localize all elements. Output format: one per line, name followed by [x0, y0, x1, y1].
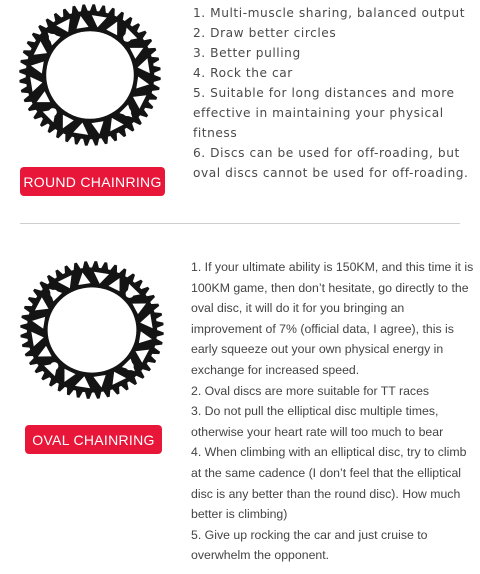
- list-item: 3. Better pulling: [193, 46, 301, 60]
- list-item: 5. Suitable for long distances and more effective in maintaining your physical fitness: [193, 86, 455, 140]
- list-item: 1. Multi-muscle sharing, balanced output: [193, 6, 466, 20]
- oval-feature-list: [191, 257, 477, 566]
- list-item: 3. Do not pull the elliptical disc multiple times, otherwise your heart rate will too much to bear: [191, 404, 444, 439]
- section-divider: [20, 223, 460, 224]
- round-chainring-badge: ROUND CHAINRING: [20, 167, 165, 196]
- bolt-hole: [126, 362, 134, 370]
- bolt-hole: [50, 290, 58, 298]
- bolt-hole: [126, 290, 134, 298]
- list-item: 4. When climbing with an elliptical disc, try to climb at the same cadence (I don’t feel that the elliptical disc is any better than the round disc). How much better is climbing): [191, 445, 467, 522]
- list-item: 1. If your ultimate ability is 150KM, and this time it is 100KM game, then don’t hesitate, go directly to the oval disc, it will do it for you bringing an improvement of 7% (official data, I agree), this is early squeeze out your own physical energy in exchange for increased speed.: [191, 260, 474, 377]
- oval-chainring-icon: [18, 256, 166, 404]
- list-item: 6. Discs can be used for off-roading, but oval discs cannot be used for off-roading.: [193, 146, 469, 180]
- list-item: 2. Oval discs are more suitable for TT races: [191, 383, 430, 398]
- bolt-hole: [123, 34, 131, 42]
- chainring-body: [20, 261, 163, 399]
- chainring-body: [19, 4, 161, 146]
- list-item: 5. Give up rocking the car and just cruise to overwhelm the opponent.: [191, 527, 428, 563]
- list-item: 2. Draw better circles: [193, 26, 337, 40]
- bolt-hole: [49, 108, 57, 116]
- bolt-hole: [123, 108, 131, 116]
- bolt-hole: [49, 34, 57, 42]
- list-item: 4. Rock the car: [193, 66, 293, 80]
- round-feature-list: [193, 3, 478, 183]
- bolt-hole: [50, 362, 58, 370]
- oval-chainring-badge: OVAL CHAINRING: [25, 425, 162, 454]
- round-chainring-icon: [17, 2, 163, 148]
